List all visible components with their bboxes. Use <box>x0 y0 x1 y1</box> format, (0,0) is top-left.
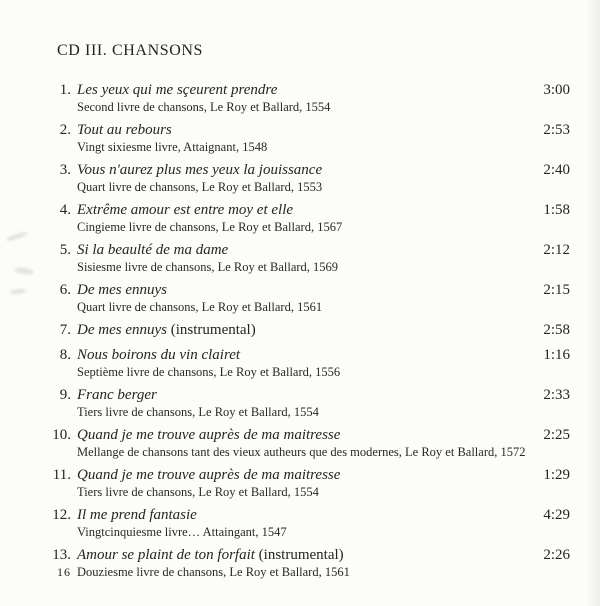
track-number: 11. <box>52 467 71 483</box>
track-number: 13. <box>52 547 71 563</box>
track-duration: 2:25 <box>543 427 570 443</box>
track-main-line <box>47 162 570 179</box>
track-number: 4. <box>59 202 71 218</box>
track-source: Mellange de chansons tant des vieux autheurs que des modernes, Le Roy et Ballard, 1572 <box>77 445 526 459</box>
track-title-text: Extrême amour est entre moy et elle <box>77 202 294 218</box>
track-title <box>77 82 277 99</box>
track-title-text: Vous n'aurez plus mes yeux la jouissance <box>77 162 323 178</box>
track-source: Quart livre de chansons, Le Roy et Ballard, 1553 <box>77 180 323 194</box>
track-title-text: Les yeux qui me sçeurent prendre <box>77 82 278 98</box>
track-duration: 1:16 <box>543 347 570 363</box>
track-number: 5. <box>59 242 71 258</box>
track-title-text: Il me prend fantasie <box>77 507 197 523</box>
track-title-suffix: (instrumental) <box>254 547 344 563</box>
track-duration: 1:29 <box>543 467 570 483</box>
track-row <box>47 122 570 154</box>
track-duration: 2:12 <box>543 242 570 258</box>
track-title-text: De mes ennuys <box>77 322 167 338</box>
page-number: 16 <box>57 565 71 579</box>
track-title <box>77 467 340 484</box>
track-title <box>77 242 228 259</box>
track-number: 12. <box>52 507 71 523</box>
track-title <box>77 427 340 444</box>
track-main-line <box>47 387 570 404</box>
track-title-text: Franc berger <box>77 387 157 403</box>
track-row <box>47 547 570 579</box>
track-row <box>47 82 570 114</box>
track-title <box>77 162 322 179</box>
track-main-line <box>47 427 570 444</box>
track-title <box>77 507 197 524</box>
track-row <box>47 507 570 539</box>
track-main-line <box>47 122 570 139</box>
track-duration: 2:53 <box>543 122 570 138</box>
track-main-line <box>47 242 570 259</box>
track-duration: 2:15 <box>543 282 570 298</box>
track-source: Vingt sixiesme livre, Attaignant, 1548 <box>77 140 268 154</box>
track-duration: 2:40 <box>543 162 570 178</box>
track-source: Quart livre de chansons, Le Roy et Ballard, 1561 <box>77 300 323 314</box>
track-title <box>77 347 240 364</box>
track-title <box>77 282 167 299</box>
track-title-text: De mes ennuys <box>77 282 167 298</box>
track-main-line <box>47 202 570 219</box>
track-number: 10. <box>52 427 71 443</box>
track-source: Tiers livre de chansons, Le Roy et Ballard, 1554 <box>77 485 319 499</box>
track-main-line <box>47 507 570 524</box>
track-row <box>47 347 570 379</box>
track-title-text: Nous boirons du vin clairet <box>77 347 241 363</box>
track-source: Vingtcinquiesme livre… Attaingant, 1547 <box>77 525 287 539</box>
track-main-line <box>47 347 570 364</box>
track-row <box>47 162 570 194</box>
track-duration: 2:33 <box>543 387 570 403</box>
track-number: 9. <box>59 387 71 403</box>
track-duration: 3:00 <box>543 82 570 98</box>
track-source: Tiers livre de chansons, Le Roy et Ballard, 1554 <box>77 405 319 419</box>
track-source: Douziesme livre de chansons, Le Roy et Ballard, 1561 <box>77 565 350 579</box>
track-row <box>47 242 570 274</box>
scan-smudge <box>6 231 28 243</box>
track-duration: 2:26 <box>543 547 570 563</box>
track-main-line <box>47 82 570 99</box>
track-source: Second livre de chansons, Le Roy et Ballard, 1554 <box>77 100 331 114</box>
track-title <box>77 202 293 219</box>
track-title <box>77 322 256 339</box>
track-row <box>47 467 570 499</box>
track-title <box>77 122 172 139</box>
scan-smudge <box>10 288 26 295</box>
track-main-line <box>47 282 570 299</box>
track-source: Sisiesme livre de chansons, Le Roy et Ballard, 1569 <box>77 260 339 274</box>
track-title-text: Quand je me trouve auprès de ma maitresse <box>77 467 341 483</box>
track-title-text: Quand je me trouve auprès de ma maitresse <box>77 427 341 443</box>
track-number: 2. <box>59 122 71 138</box>
track-row <box>47 322 570 339</box>
track-row <box>47 202 570 234</box>
track-title <box>77 387 157 404</box>
track-duration: 4:29 <box>543 507 570 523</box>
track-main-line <box>47 322 570 339</box>
track-number: 1. <box>59 82 71 98</box>
track-source: Cingieme livre de chansons, Le Roy et Ballard, 1567 <box>77 220 343 234</box>
track-list <box>47 82 570 587</box>
track-main-line <box>47 467 570 484</box>
track-main-line <box>47 547 570 564</box>
track-title-text: Si la beaulté de ma dame <box>77 242 229 258</box>
track-source: Septième livre de chansons, Le Roy et Ballard, 1556 <box>77 365 341 379</box>
track-duration: 1:58 <box>543 202 570 218</box>
track-row <box>47 427 570 459</box>
track-row <box>47 387 570 419</box>
track-number: 3. <box>59 162 71 178</box>
track-number: 6. <box>59 282 71 298</box>
track-row <box>47 282 570 314</box>
track-title-text: Tout au rebours <box>77 122 172 138</box>
track-title-suffix: (instrumental) <box>166 322 256 338</box>
track-duration: 2:58 <box>543 322 570 338</box>
track-title-text: Amour se plaint de ton forfait <box>77 547 255 563</box>
track-number: 8. <box>59 347 71 363</box>
track-title <box>77 547 344 564</box>
scan-smudge <box>14 267 35 276</box>
section-title: CD III. CHANSONS <box>57 42 204 59</box>
track-number: 7. <box>59 322 71 338</box>
